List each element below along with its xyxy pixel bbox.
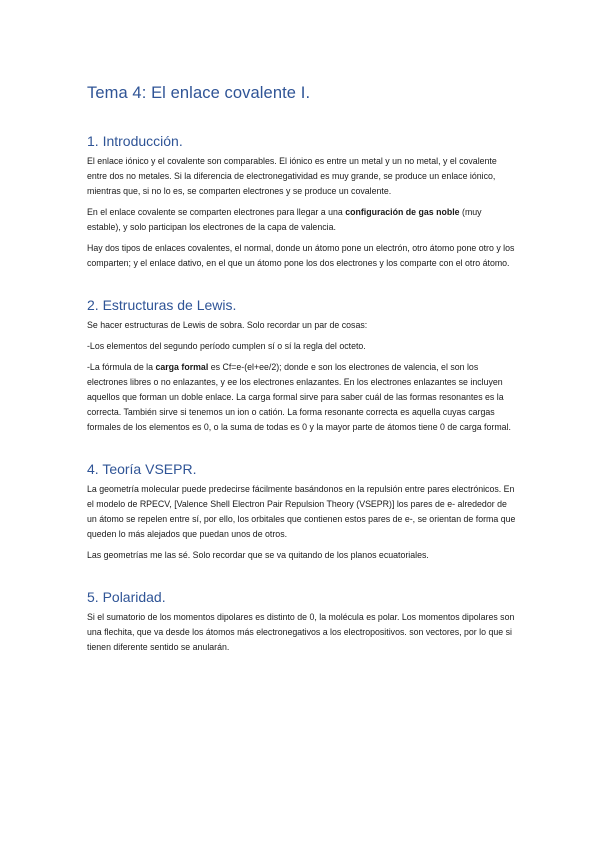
paragraph [87,205,517,235]
bold-term: configuración de gas noble [345,207,460,217]
paragraph: -Los elementos del segundo período cumplen sí o sí la regla del octeto. [87,341,366,351]
section-heading: 1. Introducción. [87,133,183,149]
paragraph: Si el sumatorio de los momentos dipolares es distinto de 0, la molécula es polar. Los momentos dipolares son una flechita, que va desde los átomos más electronegativos a los electropositivos. son vectores, por lo que si tienen diferente sentido se anularán. [87,612,515,652]
text-run: En el enlace covalente se comparten electrones para llegar a una [87,207,346,217]
section-introduccion [87,133,517,271]
section-lewis [87,297,517,435]
bold-term: carga formal [155,362,209,372]
paragraph [87,360,517,435]
document-title: Tema 4: El enlace covalente I. [87,84,311,102]
paragraph: Se hacer estructuras de Lewis de sobra. Solo recordar un par de cosas: [87,320,368,330]
text-run: es Cf=e-(el+ee/2); donde e son los electrones de valencia, el son los electrones libres o no enlazantes, y ee los electrones enlazantes. En los electrones enlazantes se incluyen aquellos que forman un doble enlace. La carga formal sirve para saber cuál de las formas resonantes es la correcta. También sirve si tenemos un ion o catión. La forma resonante correcta es aquella cuyas cargas formales de los elementos es 0, o la suma de todas es 0 y la mayor parte de átomos tiene 0 de carga formal. [87,362,511,432]
paragraph: Hay dos tipos de enlaces covalentes, el normal, donde un átomo pone un electrón, otro átomo pone otro y los comparten; y el enlace dativo, en el que un átomo pone los dos electrones y los comparte con el otro átomo. [87,243,515,268]
document-content [87,84,517,681]
section-polaridad [87,589,517,655]
text-run: (muy estable), y solo participan los electrones de la capa de valencia. [87,207,482,232]
text-run: -La fórmula de la [87,362,156,372]
section-heading: 5. Polaridad. [87,589,166,605]
section-vsepr [87,461,517,563]
paragraph: Las geometrías me las sé. Solo recordar que se va quitando de los planos ecuatoriales. [87,550,429,560]
section-heading: 2. Estructuras de Lewis. [87,297,237,313]
paragraph: El enlace iónico y el covalente son comparables. El iónico es entre un metal y un no metal, y el covalente entre dos no metales. Si la diferencia de electronegatividad es muy grande, se produce un enlace iónico, mientras que, si no lo es, se comparten electrones y se produce un covalente. [87,156,497,196]
section-heading: 4. Teoría VSEPR. [87,461,197,477]
paragraph: La geometría molecular puede predecirse fácilmente basándonos en la repulsión entre pares electrónicos. En el modelo de RPECV, [Valence Shell Electron Pair Repulsion Theory (VSEPR)] los pares de e- alrededor de un átomo se repelen entre sí, por ello, los orbitales que contienen estos pares de e-, se orientan de forma que queden lo más alejados que puedan unos de otros. [87,484,516,539]
